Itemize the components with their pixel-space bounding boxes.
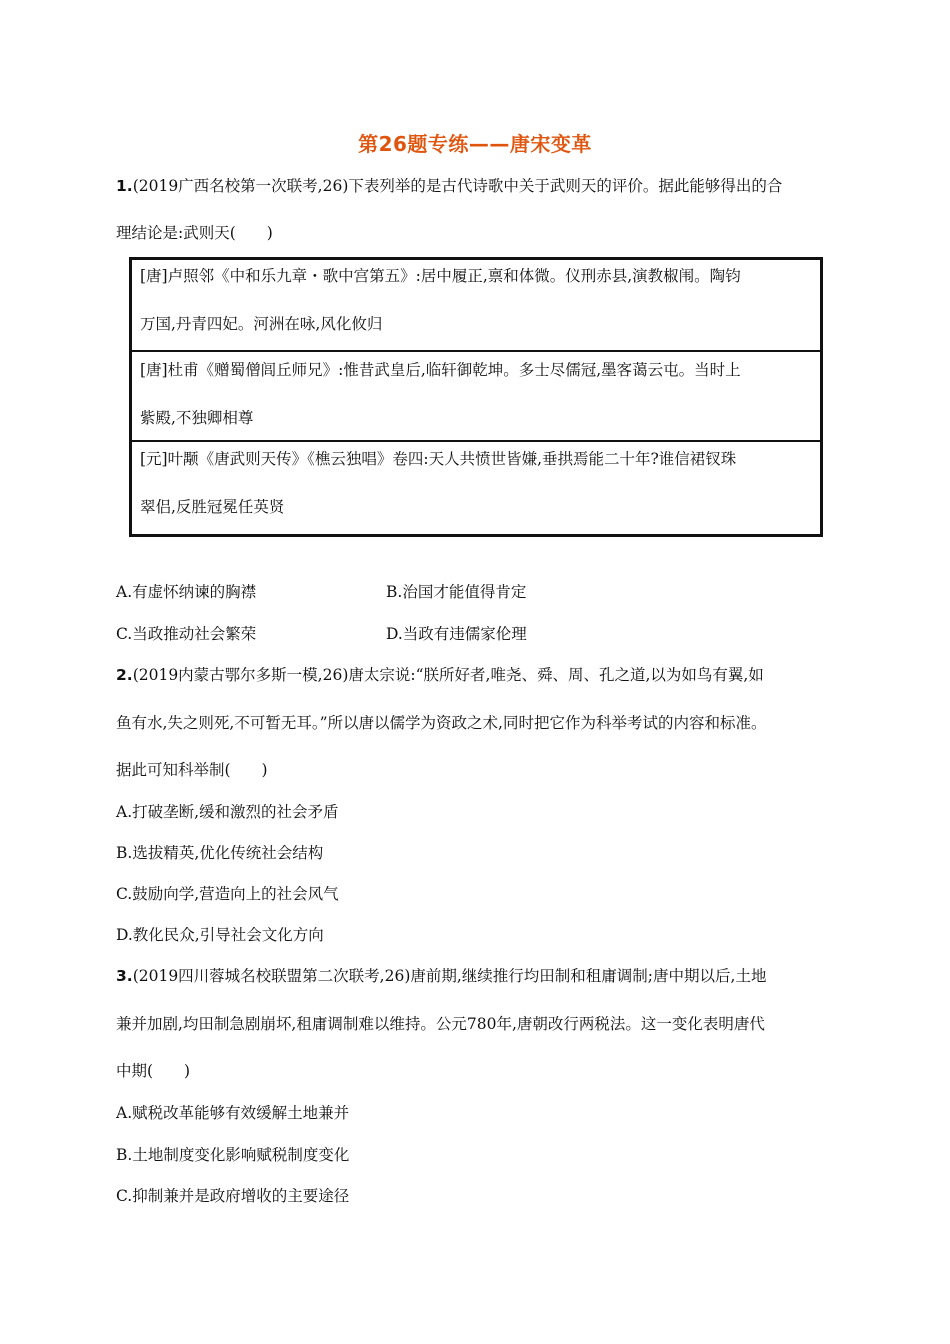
question-2-option-c[interactable]: C.鼓励向学,营造向上的社会风气 <box>116 885 339 903</box>
question-2-option-b[interactable]: B.选拔精英,优化传统社会结构 <box>116 844 324 862</box>
question-3-stem-3: 中期( ) <box>116 1062 191 1080</box>
question-1-stem-2: 理结论是:武则天( ) <box>116 224 273 242</box>
question-2-stem-3: 据此可知科举制( ) <box>116 761 268 779</box>
table-row <box>132 440 820 533</box>
question-2-number: 2. <box>116 666 133 684</box>
table-row-2-line-2: 紫殿,不独卿相尊 <box>140 409 254 427</box>
question-3-option-b[interactable]: B.土地制度变化影响赋税制度变化 <box>116 1146 350 1164</box>
question-1-option-a[interactable]: A.有虚怀纳谏的胸襟 <box>116 583 257 601</box>
question-1-option-c[interactable]: C.当政推动社会繁荣 <box>116 625 257 643</box>
question-2-line-1 <box>116 663 764 685</box>
page-title: 第26题专练——唐宋变革 <box>358 132 592 156</box>
table-row-1-line-1: [唐]卢照邻《中和乐九章・歌中宫第五》:居中履正,禀和体微。仪刑赤县,演教椒闱。陶钧 <box>140 267 741 285</box>
question-3-option-a[interactable]: A.赋税改革能够有效缓解土地兼并 <box>116 1104 350 1122</box>
poetry-table <box>129 257 823 537</box>
table-row-3-line-1: [元]叶颙《唐武则天传》《樵云独唱》卷四:天人共愤世皆嫌,垂拱焉能二十年?谁信裙钗珠 <box>140 450 737 468</box>
table-row-3-line-2: 翠侣,反胜冠冕任英贤 <box>140 498 285 516</box>
question-1-option-b[interactable]: B.治国才能值得肯定 <box>386 583 527 601</box>
question-1-line-1 <box>116 174 782 196</box>
question-1-number: 1. <box>116 177 133 195</box>
question-3-stem-1: (2019四川蓉城名校联盟第二次联考,26)唐前期,继续推行均田制和租庸调制;唐中期以后,土地 <box>132 967 767 985</box>
question-2-stem-2: 鱼有水,失之则死,不可暂无耳。”所以唐以儒学为资政之术,同时把它作为科举考试的内容和标准。 <box>116 714 767 732</box>
table-row <box>132 258 820 350</box>
question-3-number: 3. <box>116 967 133 985</box>
table-row-1-line-2: 万国,丹青四妃。河洲在咏,风化攸归 <box>140 315 383 333</box>
question-2-option-a[interactable]: A.打破垄断,缓和激烈的社会矛盾 <box>116 803 339 821</box>
question-1-option-d[interactable]: D.当政有违儒家伦理 <box>386 625 527 643</box>
table-row <box>132 350 820 442</box>
table-row-2-line-1: [唐]杜甫《赠蜀僧闾丘师兄》:惟昔武皇后,临轩御乾坤。多士尽儒冠,墨客蔼云屯。当时上 <box>140 361 741 379</box>
question-3-option-c[interactable]: C.抑制兼并是政府增收的主要途径 <box>116 1187 350 1205</box>
question-2-option-d[interactable]: D.教化民众,引导社会文化方向 <box>116 926 324 944</box>
question-2-stem-1: (2019内蒙古鄂尔多斯一模,26)唐太宗说:“朕所好者,唯尧、舜、周、孔之道,以为如鸟有翼,如 <box>132 666 764 684</box>
question-3-stem-2: 兼并加剧,均田制急剧崩坏,租庸调制难以维持。公元780年,唐朝改行两税法。这一变化表明唐代 <box>116 1015 765 1033</box>
question-1-stem-1: (2019广西名校第一次联考,26)下表列举的是古代诗歌中关于武则天的评价。据此能够得出的合 <box>132 177 783 195</box>
question-3-line-1 <box>116 964 766 986</box>
